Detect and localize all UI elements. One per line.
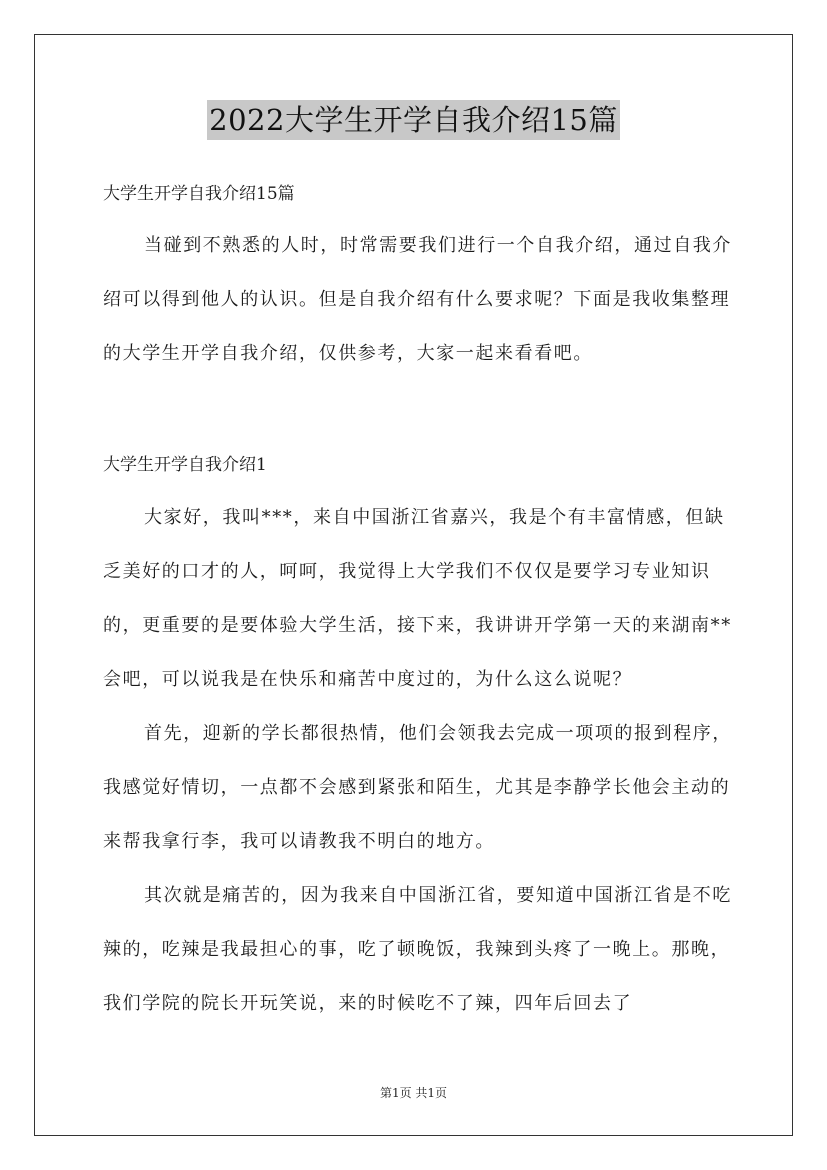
title-container [0,100,827,140]
page-footer: 第1页 共1页 [379,1086,448,1100]
document-subtitle: 大学生开学自我介绍15篇 [103,184,295,204]
body-paragraph-2: 首先，迎新的学长都很热情，他们会领我去完成一项项的报到程序，我感觉好情切，一点都不会感到紧张和陌生，尤其是李静学长他会主动的来帮我拿行李，我可以请教我不明白的地方。 [103,723,732,852]
section-heading-1: 大学生开学自我介绍1 [103,455,267,475]
document-title: 2022大学生开学自我介绍15篇 [207,100,620,140]
body-paragraph-3: 其次就是痛苦的，因为我来自中国浙江省，要知道中国浙江省是不吃辣的，吃辣是我最担心的事，吃了顿晚饭，我辣到头疼了一晚上。那晚，我们学院的院长开玩笑说，来的时候吃不了辣，四年后回去了 [103,885,732,1014]
body-paragraph-1: 大家好，我叫***，来自中国浙江省嘉兴，我是个有丰富情感，但缺乏美好的口才的人，呵呵，我觉得上大学我们不仅仅是要学习专业知识的，更重要的是要体验大学生活，接下来，我讲讲开学第一天的来湖南**会吧，可以说我是在快乐和痛苦中度过的，为什么这么说呢？ [103,507,732,690]
intro-paragraph: 当碰到不熟悉的人时，时常需要我们进行一个自我介绍，通过自我介绍可以得到他人的认识。但是自我介绍有什么要求呢？下面是我收集整理的大学生开学自我介绍，仅供参考，大家一起来看看吧。 [103,235,732,364]
